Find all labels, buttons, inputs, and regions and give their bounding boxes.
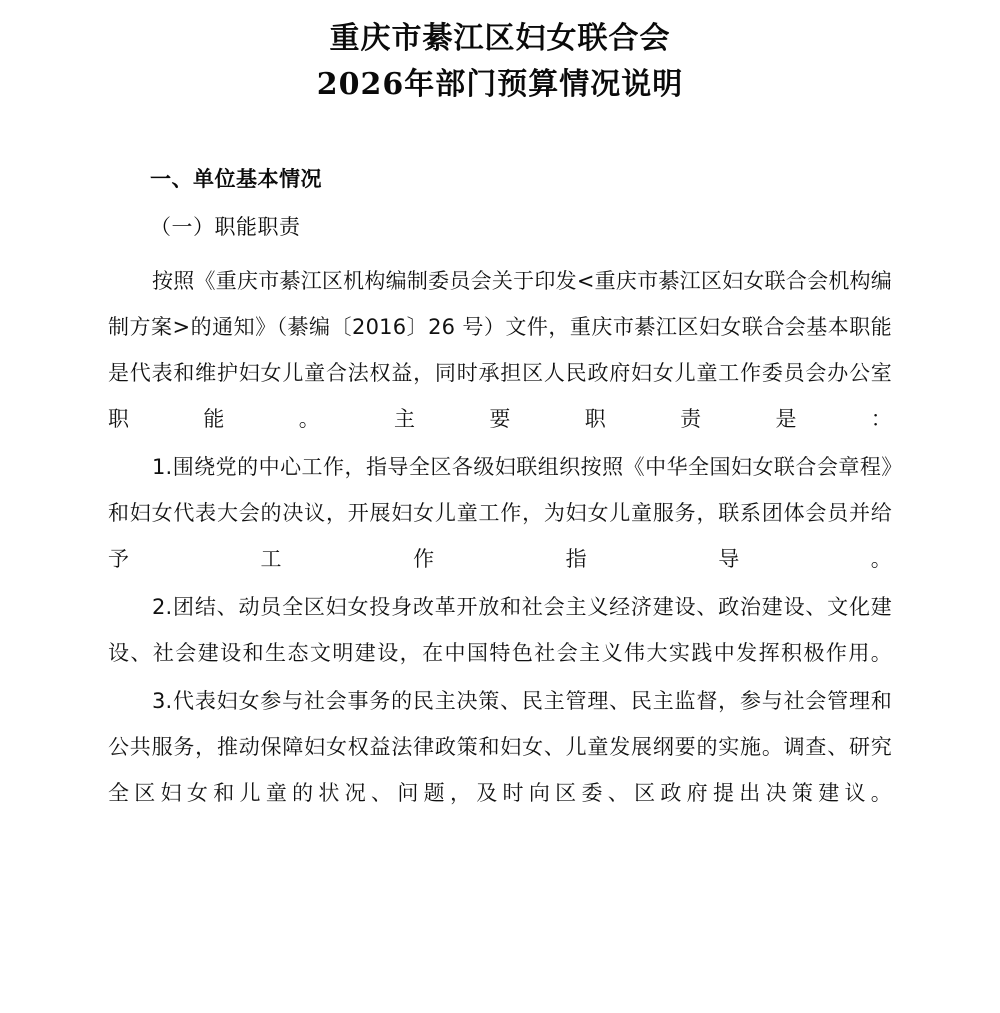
paragraph-duty-2: 2.团结、动员全区妇女投身改革开放和社会主义经济建设、政治建设、文化建设、社会建设和生态文明建设，在中国特色社会主义伟大实践中发挥积极作用。 (108, 595, 892, 665)
title-spacer (108, 108, 892, 162)
page-title-line-1: 重庆市綦江区妇女联合会 (329, 21, 671, 56)
page-title-line-2: 2026年部门预算情况说明 (316, 67, 684, 102)
section-heading-basic-info: 一、单位基本情况 (150, 167, 322, 191)
paragraph-duty-1: 1.围绕党的中心工作，指导全区各级妇联组织按照《中华全国妇女联合会章程》和妇女代表大会的决议，开展妇女儿童工作，为妇女儿童服务，联系团体会员并给予工作指导。 (108, 455, 892, 571)
paragraph-duties-intro: 按照《重庆市綦江区机构编制委员会关于印发<重庆市綦江区妇女联合会机构编制方案>的通知》（綦编〔2016〕26 号）文件，重庆市綦江区妇女联合会基本职能是代表和维护妇女儿童合法权益，同时承担区人民政府妇女儿童工作委员会办公室职能。主要职责是： (108, 269, 892, 431)
sub-heading-duties: （一）职能职责 (150, 215, 301, 239)
page-title (108, 16, 892, 108)
paragraph-duty-3: 3.代表妇女参与社会事务的民主决策、民主管理、民主监督，参与社会管理和公共服务，推动保障妇女权益法律政策和妇女、儿童发展纲要的实施。调查、研究全区妇女和儿童的状况、问题，及时向区委、区政府提出决策建议。 (108, 689, 892, 805)
